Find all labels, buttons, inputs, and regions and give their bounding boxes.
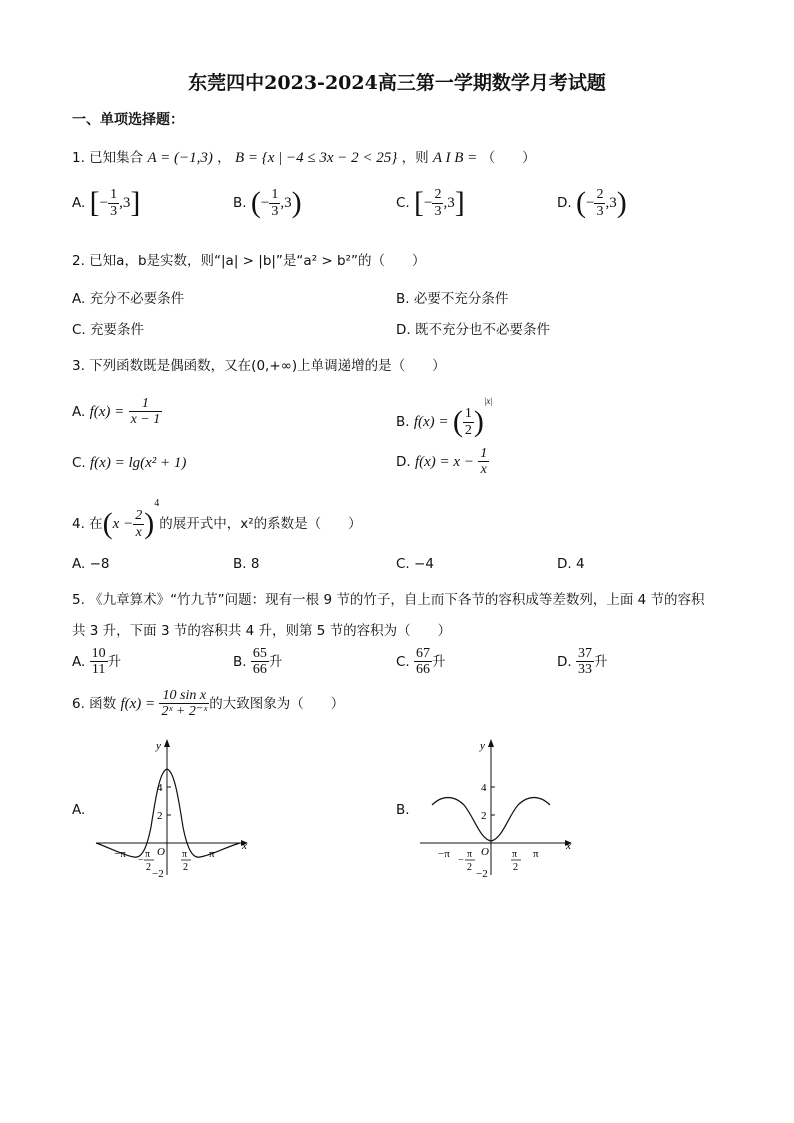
- q1-expression: A I B =: [432, 150, 478, 166]
- question-5-line-2: 共 3 升，下面 3 节的容积共 4 升，则第 5 节的容积为（ ）: [72, 623, 452, 639]
- option-label: A.: [72, 195, 86, 211]
- option-label: C.: [396, 653, 410, 670]
- lhs: f(x) =: [413, 414, 449, 430]
- q2-option-a: A. 充分不必要条件: [72, 291, 185, 307]
- q2-option-d: D. 既不充分也不必要条件: [396, 322, 550, 338]
- bracket: ): [291, 186, 302, 219]
- question-5-line-1: 5. 《九章算术》“竹九节”问题：现有一根 9 节的竹子，自上而下各节的容积成等差数列，上面 4 节的容积: [72, 592, 705, 608]
- fraction: $\frac{2}{3}$: [596, 187, 604, 219]
- fraction: $\frac{67}{66}$: [416, 646, 431, 678]
- q1-comma: ，: [217, 150, 231, 166]
- option-label: D.: [396, 453, 411, 470]
- curve: [96, 769, 240, 857]
- q4-option-d: D. 4: [557, 556, 585, 572]
- tick-minus-pi: −π: [114, 848, 126, 860]
- fraction: $\frac{\text{10 sin x}}{\text{2ˣ + 2⁻ˣ}}$: [161, 688, 208, 720]
- fraction: $\frac{1}{3}$: [110, 187, 118, 219]
- page-title: 东莞四中2023-2024高三第一学期数学月考试题: [188, 72, 606, 94]
- q1-option-c: [396, 186, 465, 220]
- fraction: $\frac{65}{66}$: [252, 646, 267, 678]
- tick-minus-2: −2: [152, 868, 164, 880]
- rest: ,3: [119, 195, 131, 211]
- q4-option-c: C. −4: [396, 556, 434, 572]
- option-label: D.: [557, 195, 572, 211]
- option-label: B.: [396, 414, 410, 430]
- option-label: C.: [72, 455, 86, 471]
- sign: −: [424, 195, 433, 211]
- exponent: |x|: [483, 396, 493, 406]
- graph-b: [418, 735, 578, 883]
- x-label: x: [242, 840, 247, 852]
- tick-pi-half-num: π: [182, 849, 188, 860]
- rest: ,3: [443, 195, 455, 211]
- y-arrow-icon: [488, 739, 494, 747]
- tick-minus-pi-half-num: π: [145, 849, 151, 860]
- q1-option-b: [233, 186, 302, 220]
- bracket: ): [616, 186, 627, 219]
- q5-option-a: [72, 646, 121, 678]
- lhs: f(x) =: [89, 403, 125, 420]
- fraction: $\frac{2}{x}$: [135, 508, 143, 540]
- option-label: D.: [557, 653, 572, 670]
- fraction: $\frac{1}{2}$: [464, 406, 472, 438]
- question-4: 4. 在(x − $\frac{2}{x}$ )$^4$的展开式中，x²的系数是（ ）: [72, 498, 362, 540]
- option-label: B.: [233, 195, 247, 211]
- bracket: (: [250, 186, 261, 219]
- origin-label: O: [157, 846, 165, 858]
- unit: 升: [593, 653, 608, 670]
- tick-pi-half-num: π: [512, 849, 518, 860]
- q1-number: 1. 已知集合: [72, 150, 144, 166]
- fraction: $\frac{10}{11}$: [91, 646, 106, 678]
- tick-minus-pi-half-den: 2: [467, 862, 472, 873]
- sign: −: [260, 195, 270, 211]
- bracket: ]: [130, 186, 141, 219]
- fraction: $\frac{1}{x - 1}$: [130, 396, 161, 428]
- tick-minus-pi-half-num: π: [467, 849, 473, 860]
- question-6: [72, 688, 344, 720]
- q5-option-b: [233, 646, 282, 678]
- graph-b-label: B.: [396, 802, 410, 818]
- lhs: f(x) = x −: [414, 453, 474, 470]
- graph-a: [94, 735, 254, 883]
- y-label: y: [156, 740, 161, 752]
- tick-pi-half-den: 2: [183, 862, 188, 873]
- q1-paren: （ ）: [481, 150, 536, 166]
- q3-option-d: [396, 446, 489, 478]
- tick-2: 2: [157, 810, 163, 822]
- q2-option-c: C. 充要条件: [72, 322, 145, 338]
- sign: −: [585, 195, 595, 211]
- rest: ,3: [605, 195, 617, 211]
- q1-set-a: A = (−1,3): [147, 150, 213, 166]
- q4-pre: 4. 在: [72, 516, 103, 532]
- q2-option-b: B. 必要不充分条件: [396, 291, 509, 307]
- tick-minus-sign: −: [138, 855, 144, 866]
- lhs: f(x) =: [120, 695, 156, 712]
- q4-post: 的展开式中，x²的系数是（ ）: [159, 516, 362, 532]
- fraction: $\frac{2}{3}$: [434, 187, 442, 219]
- option-label: B.: [233, 653, 247, 670]
- q4-inner: x −: [112, 516, 134, 532]
- tick-pi: π: [209, 848, 215, 860]
- tick-minus-pi: −π: [438, 848, 450, 860]
- exponent: 4: [154, 498, 160, 509]
- q1-option-a: [72, 186, 140, 220]
- tick-minus-pi-half-den: 2: [146, 862, 151, 873]
- tick-minus-sign: −: [458, 855, 464, 866]
- q5-option-c: [396, 646, 446, 678]
- tick-pi-half-den: 2: [513, 862, 518, 873]
- q6-pre: 6. 函数: [72, 695, 117, 712]
- q1-set-b: B = {x | −4 ≤ 3x − 2 < 25}: [234, 150, 398, 166]
- rest: ,3: [280, 195, 292, 211]
- graph-a-label: A.: [72, 802, 86, 818]
- q3-option-a: [72, 396, 162, 428]
- bracket: (: [575, 186, 586, 219]
- bracket: [: [89, 186, 100, 219]
- question-2: 2. 已知a，b是实数，则“|a| > |b|”是“a² > b²”的（ ）: [72, 253, 426, 269]
- bracket: ]: [454, 186, 465, 219]
- tick-4: 4: [157, 782, 163, 794]
- q3-option-b: B. f(x) = ( $\frac{1}{2}$ )$^{|x|}$: [396, 396, 493, 438]
- expression: f(x) = lg(x² + 1): [90, 455, 187, 471]
- fraction: $\frac{1}{x}$: [480, 446, 488, 478]
- tick-pi: π: [533, 848, 539, 860]
- q4-option-b: B. 8: [233, 556, 260, 572]
- option-label: C.: [396, 195, 410, 211]
- section-heading: 一、单项选择题：: [72, 112, 184, 128]
- q1-option-d: [557, 186, 627, 220]
- q1-then: ，则: [401, 150, 429, 166]
- q3-option-c: [72, 455, 186, 472]
- q4-option-a: A. −8: [72, 556, 110, 572]
- x-label: x: [566, 840, 571, 852]
- q6-post: 的大致图象为（ ）: [209, 695, 345, 712]
- option-label: A.: [72, 403, 86, 420]
- origin-label: O: [481, 846, 489, 858]
- fraction: $\frac{1}{3}$: [271, 187, 279, 219]
- unit: 升: [432, 653, 446, 670]
- fraction: $\frac{37}{33}$: [577, 646, 592, 678]
- y-arrow-icon: [164, 739, 170, 747]
- bracket: [: [414, 186, 425, 219]
- tick-4: 4: [481, 782, 487, 794]
- tick-2: 2: [481, 810, 487, 822]
- y-label: y: [480, 740, 485, 752]
- question-3: 3. 下列函数既是偶函数，又在(0,+∞)上单调递增的是（ ）: [72, 358, 446, 374]
- unit: 升: [107, 653, 122, 670]
- question-1: [72, 146, 536, 167]
- sign: −: [99, 195, 109, 211]
- q5-option-d: [557, 646, 607, 678]
- tick-minus-2: −2: [476, 868, 488, 880]
- unit: 升: [268, 653, 283, 670]
- option-label: A.: [72, 653, 86, 670]
